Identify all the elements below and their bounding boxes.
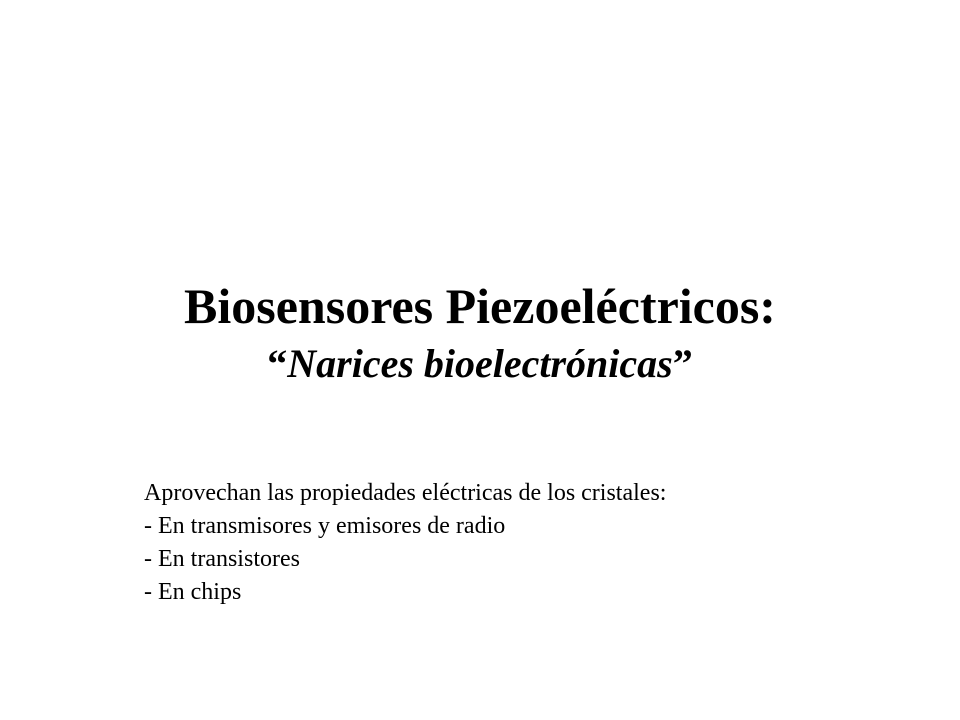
list-item: - En transistores xyxy=(144,546,300,572)
slide-title xyxy=(0,276,960,388)
body-intro: Aprovechan las propiedades eléctricas de los cristales: xyxy=(144,480,667,506)
title-main: Biosensores Piezoeléctricos: xyxy=(184,278,776,334)
close-quote: ” xyxy=(672,341,693,386)
title-subtitle: Narices bioelectrónicas xyxy=(287,341,673,386)
list-item: - En transmisores y emisores de radio xyxy=(144,513,506,539)
open-quote: “ xyxy=(267,341,288,386)
title-subtitle-line xyxy=(0,340,960,388)
list-item: - En chips xyxy=(144,579,242,605)
slide-body xyxy=(144,477,904,609)
